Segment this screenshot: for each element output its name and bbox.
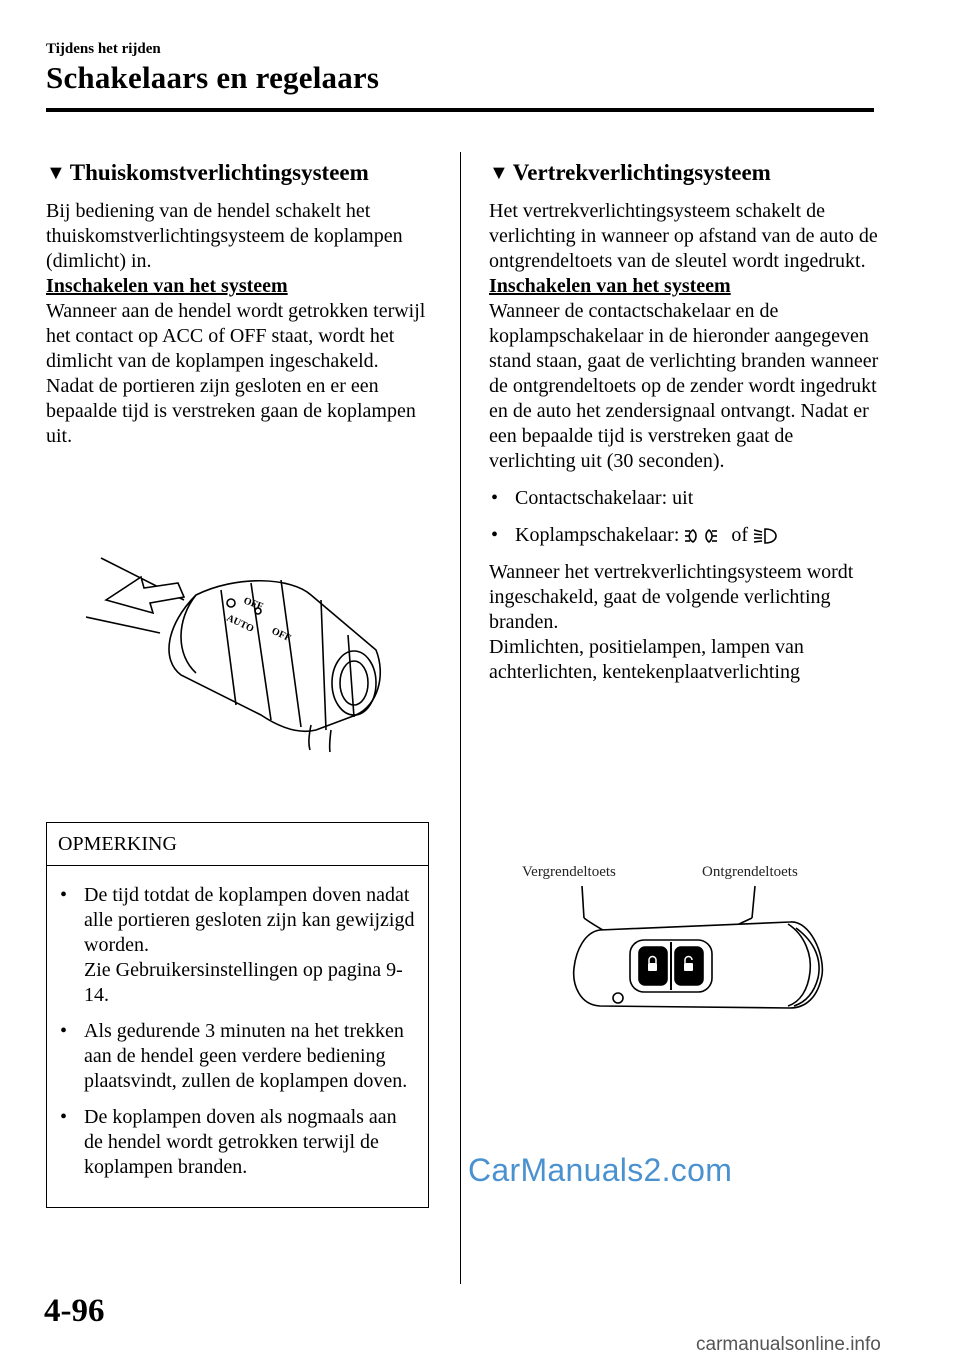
position-light-icon bbox=[684, 527, 718, 545]
note-bullet-text: Als gedurende 3 minuten na het trekken aan de hendel geen verdere bediening plaatsvindt, zullen de koplampen doven. bbox=[84, 1020, 408, 1092]
lever-label-off: OFF bbox=[241, 595, 265, 613]
title-divider bbox=[46, 108, 874, 112]
body-text: Wanneer aan de hendel wordt getrokken terwijl het contact op ACC of OFF staat, wordt het dimlicht van de koplampen ingeschakeld. bbox=[46, 300, 426, 372]
note-bullet-text: De tijd totdat de koplampen doven nadat alle portieren gesloten zijn kan gewijzigd worden. Zie Gebruikersinstellingen op pagina 9-14. bbox=[84, 884, 415, 1006]
list-item bbox=[489, 523, 879, 548]
section-heading-text: Vertrekverlichtingsysteem bbox=[512, 160, 771, 185]
list-item-text bbox=[515, 523, 777, 548]
intro-text: Bij bediening van de hendel schakelt het thuiskomstverlichtingsysteem de koplampen (dimlicht) in. bbox=[46, 200, 403, 272]
body-text: Wanneer het vertrekverlichtingsysteem wordt ingeschakeld, gaat de volgende verlichting branden. bbox=[489, 561, 854, 633]
body-text: Dimlichten, positielampen, lampen van achterlichten, kentekenplaatverlichting bbox=[489, 636, 804, 683]
footer-site-text: carmanualsonline.info bbox=[696, 1334, 881, 1355]
watermark: CarManuals2.com bbox=[468, 1152, 733, 1188]
triangle-icon: ▼ bbox=[489, 162, 509, 184]
subheading: Inschakelen van het systeem bbox=[46, 275, 288, 297]
headlight-switch-label: Koplampschakelaar: bbox=[515, 524, 680, 546]
intro-text: Het vertrekverlichtingsysteem schakelt de verlichting in wanneer op afstand van de auto de ontgrendeltoets van de sleutel wordt ingedrukt. bbox=[489, 200, 878, 272]
section-heading-departure bbox=[489, 158, 879, 188]
bullet-dot: • bbox=[491, 487, 499, 509]
lock-button-label: Vergrendeltoets bbox=[522, 864, 616, 880]
of-text: of bbox=[731, 524, 749, 546]
key-fob-illustration bbox=[560, 880, 835, 1025]
lever-label-off: OFF bbox=[269, 625, 293, 645]
bullet-dot: • bbox=[60, 884, 68, 906]
section-heading-text: Thuiskomstverlichtingsysteem bbox=[69, 160, 369, 185]
unlock-button-label: Ontgrendeltoets bbox=[702, 864, 798, 880]
lever-label-auto: AUTO bbox=[224, 612, 256, 635]
note-bullet bbox=[58, 1019, 418, 1094]
low-beam-icon bbox=[753, 527, 777, 545]
section-heading-home bbox=[46, 158, 436, 188]
note-bullet bbox=[58, 1105, 418, 1180]
note-title: OPMERKING bbox=[47, 823, 428, 866]
bullet-dot: • bbox=[60, 1106, 68, 1128]
page-title: Schakelaars en regelaars bbox=[46, 60, 380, 95]
bullet-dot: • bbox=[60, 1020, 68, 1042]
breadcrumb: Tijdens het rijden bbox=[46, 41, 161, 57]
page-number: 4-96 bbox=[44, 1293, 105, 1329]
triangle-icon: ▼ bbox=[46, 162, 66, 184]
note-bullet bbox=[58, 883, 418, 1008]
note-bullet-text: De koplampen doven als nogmaals aan de hendel wordt getrokken terwijl de koplampen branden. bbox=[84, 1106, 397, 1178]
note-body bbox=[47, 866, 428, 1180]
list-item-text: Contactschakelaar: uit bbox=[515, 487, 694, 509]
right-column bbox=[489, 158, 879, 685]
note-box bbox=[46, 822, 429, 1208]
left-column bbox=[46, 158, 436, 449]
subheading: Inschakelen van het systeem bbox=[489, 275, 731, 297]
column-divider bbox=[460, 152, 461, 1284]
bullet-dot: • bbox=[491, 524, 499, 546]
headlight-lever-illustration bbox=[86, 555, 396, 755]
body-text: Nadat de portieren zijn gesloten en er een bepaalde tijd is verstreken gaan de koplampen uit. bbox=[46, 375, 416, 447]
body-text: Wanneer de contactschakelaar en de koplampschakelaar in de hieronder aangegeven stand staan, gaat de verlichting branden wanneer de ontgrendeltoets op de zender wordt ingedrukt en de auto het zendersignaal ontvangt. Nadat er een bepaalde tijd is verstreken gaat de verlichting uit (30 seconden). bbox=[489, 300, 879, 472]
list-item bbox=[489, 486, 879, 511]
